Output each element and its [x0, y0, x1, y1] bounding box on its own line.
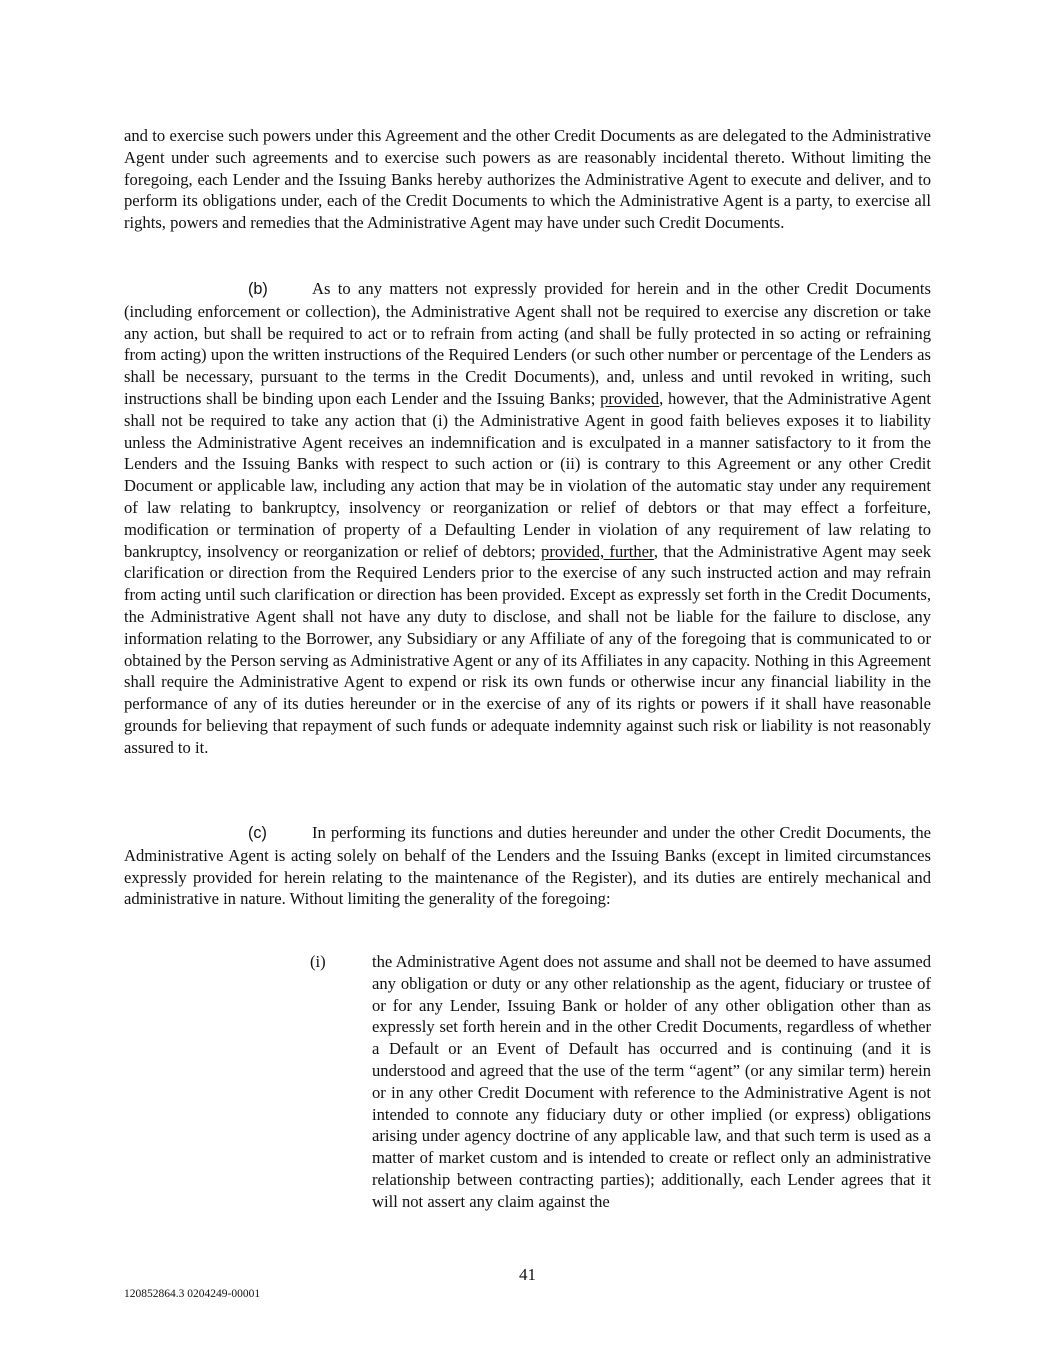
page-number: 41 — [519, 1265, 536, 1284]
paragraph-a-continuation — [124, 125, 931, 234]
provided-underlined-term: provided — [600, 388, 660, 408]
list-item-text: the Administrative Agent does not assume and shall not be deemed to have assumed any obligation or duty or any other relationship as the agent, fiduciary or trustee of or for any Lender, Issuing Bank or holder of any other obligation other than as expressly set forth herein and in the other Credit Documents, regardless of whether a Default or an Event of Default has occurred and is continuing (and it is understood and agreed that the use of the term “agent” (or any similar term) herein or in any other Credit Document with reference to the Administrative Agent is not intended to connote any fiduciary duty or other implied (or express) obligations arising under agency doctrine of any applicable law, and that such term is used as a matter of market custom and is intended to create or reflect only an administrative relationship between contracting parties); additionally, each Lender agrees that it will not assert any claim against the — [372, 952, 931, 1211]
paragraph-text: and to exercise such powers under this Agreement and the other Credit Documents as are delegated to the Administrative Agent under such agreements and to exercise such powers as are reasonably incidental thereto. Without limiting the foregoing, each Lender and the Issuing Banks hereby authorizes the Administrative Agent to execute and deliver, and to perform its obligations under, each of the Credit Documents to which the Administrative Agent is a party, to exercise all rights, powers and remedies that the Administrative Agent may have under such Credit Documents. — [124, 126, 931, 233]
paragraph-c — [124, 822, 931, 910]
paragraph-text: , that the Administrative Agent may seek clarification or direction from the Required Lenders prior to the exercise of any such instructed action and may refrain from acting until such clarification or direction has been provided. Except as expressly set forth in the Credit Documents, the Administrative Agent shall not have any duty to disclose, and shall not be liable for the failure to disclose, any information relating to the Borrower, any Subsidiary or any Affiliate of any of the foregoing that is communicated to or obtained by the Person serving as Administrative Agent or any of its Affiliates in any capacity. Nothing in this Agreement shall require the Administrative Agent to expend or risk its own funds or otherwise incur any financial liability in the performance of any of its duties hereunder or in the exercise of any of its rights or powers if it shall have reasonable grounds for believing that repayment of such funds or adequate indemnity against such risk or liability is not reasonably assured to it. — [124, 541, 932, 757]
paragraph-b — [124, 278, 931, 759]
paragraph-text: In performing its functions and duties hereunder and under the other Credit Documents, the Administrative Agent is acting solely on behalf of the Lenders and the Issuing Banks (except in limited circumstances expressly provided for herein relating to the maintenance of the Register), and its duties are entirely mechanical and administrative in nature. Without limiting the generality of the foregoing: — [124, 823, 931, 909]
list-marker-i: (i) — [310, 952, 326, 971]
document-id: 120852864.3 0204249-00001 — [124, 1288, 261, 1300]
provided-further-underlined-term: provided, further — [541, 541, 654, 561]
paragraph-marker-c: (c) — [248, 824, 267, 842]
paragraph-text: , however, that the Administrative Agent shall not be required to take any action that (i) the Administrative Agent in good faith believes exposes it to liability unless the Administrative Agent receives an indemnification and is exculpated in a manner satisfactory to it from the Lenders and the Issuing Banks with respect to such action or (ii) is contrary to this Agreement or any other Credit Document or applicable law, including any action that may be in violation of the automatic stay under any requirement of law relating to bankruptcy, insolvency or reorganization or relief of debtors or that may effect a forfeiture, modification or termination of property of a Defaulting Lender in violation of any requirement of law relating to bankruptcy, insolvency or reorganization or relief of debtors; — [124, 388, 931, 561]
list-item-i — [372, 951, 931, 1213]
paragraph-marker-b: (b) — [248, 280, 268, 298]
paragraph-text: As to any matters not expressly provided for herein and in the other Credit Documents (including enforcement or collection), the Administrative Agent shall not be required to exercise any discretion or take any action, but shall be required to act or to refrain from acting (and shall be fully protected in so acting or refraining from acting) upon the written instructions of the Required Lenders (or such other number or percentage of the Lenders as shall be necessary, pursuant to the terms in the Credit Documents), and, unless and until revoked in writing, such instructions shall be binding upon each Lender and the Issuing Banks; — [124, 279, 931, 408]
